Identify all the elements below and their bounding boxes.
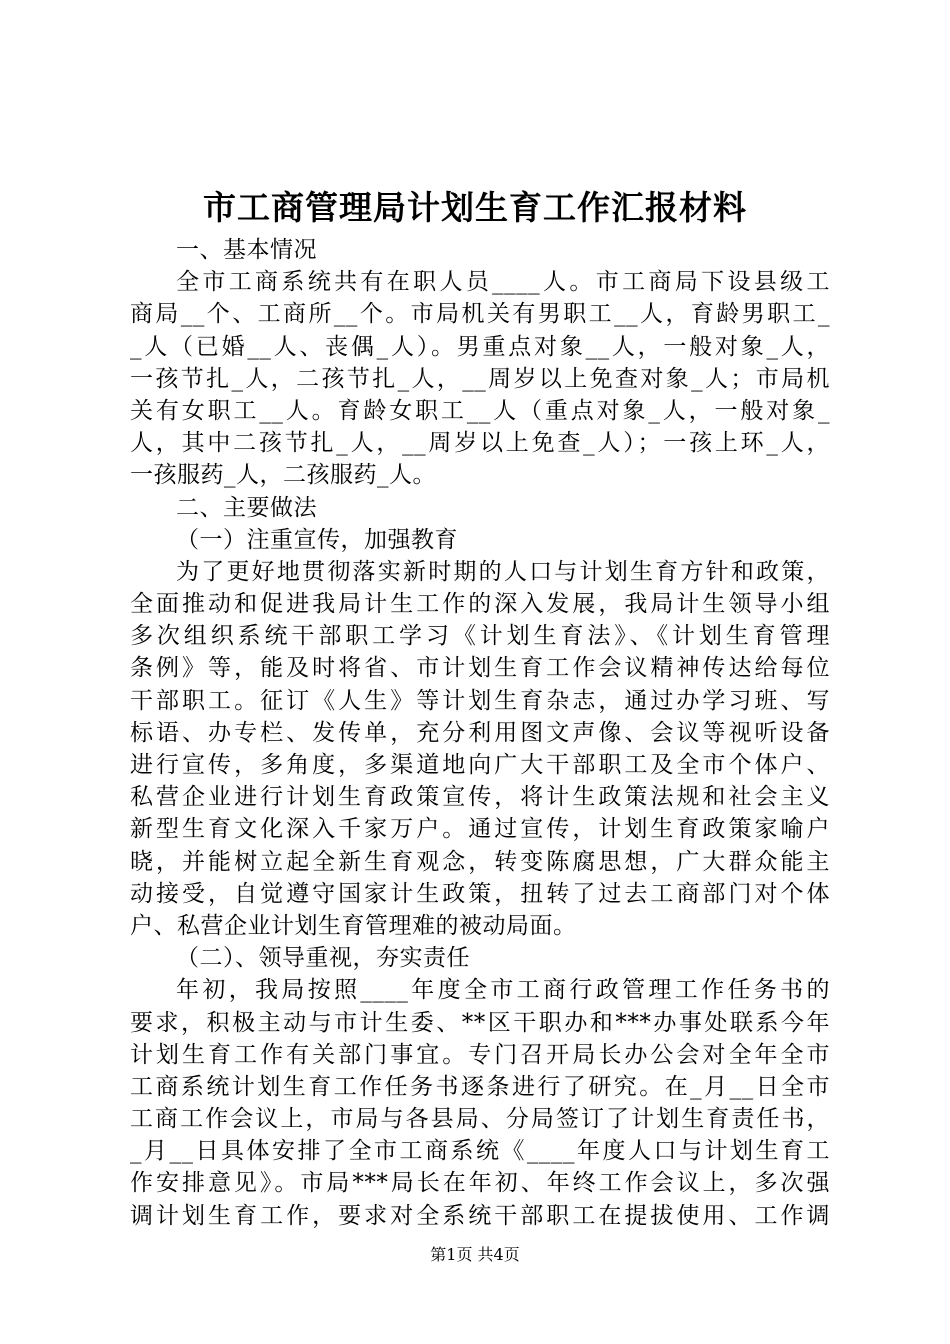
body-line: 晓，并能树立起全新生育观念，转变陈腐思想，广大群众能主 bbox=[130, 848, 830, 875]
body-line: 年初，我局按照____年度全市工商行政管理工作任务书的 bbox=[176, 977, 830, 1004]
body-line: 调计划生育工作，要求对全系统干部职工在提拔使用、工作调 bbox=[130, 1202, 830, 1229]
body-line: 新型生育文化深入千家万户。通过宣传，计划生育政策家喻户 bbox=[130, 816, 830, 843]
body-line: 全面推动和促进我局计生工作的深入发展，我局计生领导小组 bbox=[130, 591, 830, 618]
body-line: （一）注重宣传，加强教育 bbox=[176, 526, 458, 553]
body-line: 作安排意见》。市局***局长在年初、年终工作会议上，多次强 bbox=[130, 1170, 830, 1197]
body-line: 关有女职工__人。育龄女职工__人（重点对象_人，一般对象_ bbox=[130, 397, 830, 424]
body-line: 要求，积极主动与市计生委、**区干职办和***办事处联系今年 bbox=[130, 1009, 830, 1036]
body-line: 商局__个、工商所__个。市局机关有男职工__人，育龄男职工_ bbox=[130, 301, 830, 328]
body-line: _人（已婚__人、丧偶_人）。男重点对象__人，一般对象_人， bbox=[130, 333, 830, 360]
body-line: 进行宣传，多角度，多渠道地向广大干部职工及全市个体户、 bbox=[130, 752, 830, 778]
body-line: 一孩节扎_人，二孩节扎_人，__周岁以上免查对象_人；市局机 bbox=[130, 365, 830, 392]
document-body bbox=[130, 234, 830, 1232]
body-line: 动接受，自觉遵守国家计生政策，扭转了过去工商部门对个体 bbox=[130, 880, 830, 907]
body-line: 一孩服药_人，二孩服药_人。 bbox=[130, 462, 436, 489]
body-line: 多次组织系统干部职工学习《计划生育法》、《计划生育管理 bbox=[130, 623, 830, 650]
body-line: 标语、办专栏、发传单，充分利用图文声像、会议等视听设备 bbox=[130, 719, 830, 746]
body-line: 私营企业进行计划生育政策宣传，将计生政策法规和社会主义 bbox=[130, 784, 830, 811]
page-footer: 第1页 共4页 bbox=[430, 1245, 520, 1264]
body-line: 工商系统计划生育工作任务书逐条进行了研究。在_月__日全市 bbox=[130, 1073, 830, 1100]
body-line: 干部职工。征订《人生》等计划生育杂志，通过办学习班、写 bbox=[130, 687, 830, 714]
body-line: 二、主要做法 bbox=[176, 494, 317, 521]
body-line: 全市工商系统共有在职人员____人。市工商局下设县级工 bbox=[176, 269, 830, 296]
body-line: （二）、领导重视，夯实责任 bbox=[176, 945, 470, 972]
body-line: 户、私营企业计划生育管理难的被动局面。 bbox=[130, 912, 577, 939]
body-line: _月__日具体安排了全市工商系统《____年度人口与计划生育工 bbox=[130, 1138, 830, 1165]
body-line: 条例》等，能及时将省、市计划生育工作会议精神传达给每位 bbox=[130, 655, 830, 682]
body-line: 为了更好地贯彻落实新时期的人口与计划生育方针和政策， bbox=[176, 558, 830, 585]
body-line: 一、基本情况 bbox=[176, 237, 317, 263]
body-line: 计划生育工作有关部门事宜。专门召开局长办公会对全年全市 bbox=[130, 1041, 830, 1068]
document-title: 市工商管理局计划生育工作汇报材料 bbox=[203, 188, 747, 227]
body-line: 人，其中二孩节扎_人，__周岁以上免查_人）；一孩上环_人， bbox=[130, 430, 830, 457]
body-line: 工商工作会议上，市局与各县局、分局签订了计划生育责任书， bbox=[130, 1106, 830, 1133]
